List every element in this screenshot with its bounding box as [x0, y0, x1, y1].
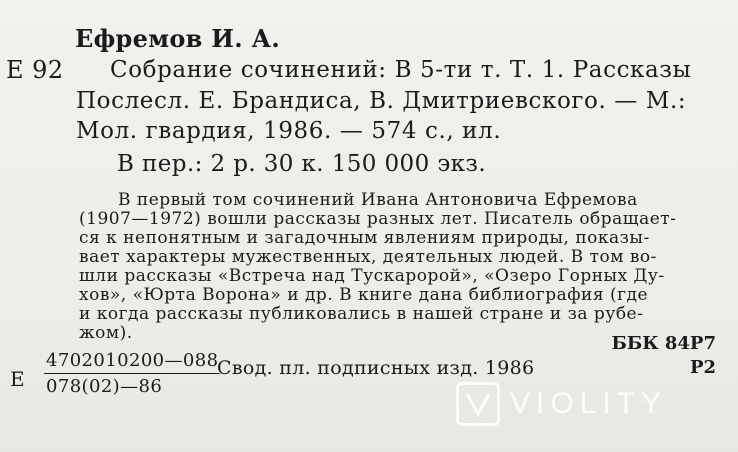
fraction-numerator: 4702010200—088	[44, 350, 220, 374]
annotation-line-7: и когда рассказы публиковались в нашей стране и за рубе-	[79, 304, 644, 324]
annotation-line-8: жом).	[79, 323, 133, 343]
annotation-line-4: вает характеры мужественных, деятельных людей. В том во-	[79, 247, 657, 267]
price-circulation: В пер.: 2 р. 30 к. 150 000 экз.	[117, 151, 487, 177]
annotation-line-5: шли рассказы «Встреча над Тускаророй», «Озеро Горных Ду-	[79, 266, 665, 286]
bbk-code: ББК 84Р7	[611, 333, 716, 354]
violity-watermark	[456, 382, 667, 426]
annotation-line-3: ся к непонятным и загадочным явлениям природы, показы-	[79, 228, 650, 248]
svod-plan-line: Свод. пл. подписных изд. 1986	[217, 357, 535, 379]
annotation-line-1: В первый том сочинений Ивана Антоновича Ефремова	[118, 190, 638, 210]
fraction-denominator: 078(02)—86	[46, 376, 163, 397]
bibliography-line-1: Собрание сочинений: В 5-ти т. Т. 1. Рассказы	[110, 57, 692, 83]
author-name: Ефремов И. А.	[75, 24, 281, 53]
e-letter: Е	[10, 367, 25, 391]
annotation-line-2: (1907—1972) вошли рассказы разных лет. Писатель обращает-	[79, 209, 677, 229]
violity-logo-icon	[456, 382, 500, 426]
annotation-line-6: хов», «Юрта Ворона» и др. В книге дана библиография (где	[79, 285, 649, 305]
library-index: Е 92	[6, 56, 64, 84]
bibliography-line-3: Мол. гвардия, 1986. — 574 с., ил.	[76, 118, 502, 144]
watermark-text: VIOLITY	[510, 387, 668, 420]
isbn-fraction	[44, 350, 220, 397]
bbk-subcode: Р2	[689, 357, 716, 378]
bibliography-line-2: Послесл. Е. Брандиса, В. Дмитриевского. — М.:	[76, 88, 687, 114]
